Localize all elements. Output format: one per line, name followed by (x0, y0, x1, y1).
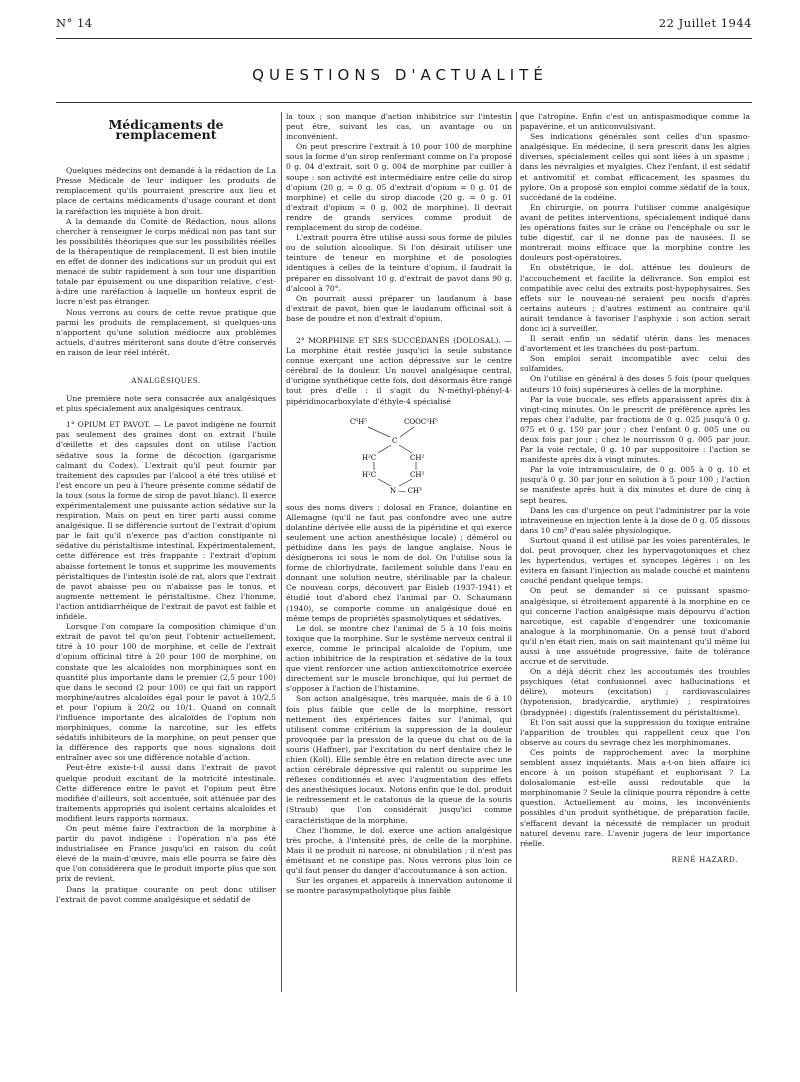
paragraph: Son action analgésique, très marquée, mais de 6 à 10 fois plus faible que celle de la morphine, ressort nettement des expériences faites sur l'animal, qui utilisent comme critérium la suppression de la douleur provoquée par la pression de la queue du chat ou de la souris (Haffner), par l'excitation du nerf dentaire chez le chien (Koll). Elle semble être en relation directe avec une action cérébrale dépressive qui ralentit ou supprime les réflexes conditionnés et avec l'augmentation des effets des anesthésiques locaux. Notons enfin que le dol. produit le redressement et le catatonus de la queue de la souris (Straub) que l'on considérait jusqu'ici comme caractéristique de la morphine. (286, 694, 512, 825)
paragraph: Par la voie intramusculaire, de 0 g. 005 à 0 g. 10 et jusqu'à 0 g. 30 par jour en solution à 5 pour 100 ; l'action se manifeste après huit à dix minutes et dure de cinq à sept heures. (520, 465, 750, 505)
column-1 (56, 112, 276, 974)
column-divider-1 (281, 112, 282, 992)
paragraph: On pourrait aussi préparer un laudanum à base d'extrait de pavot, bien que le laudanum officinal soit à base de poudre et non d'extrait d'opium. (286, 293, 512, 323)
paragraph: Lorsque l'on compare la composition chimique d'un extrait de pavot tel qu'on peut l'obtenir actuellement, titré à 10 pour 100 de morphine, et celle de l'extrait d'opium officinal titré à 20 pour 100 de morphine, on constate que les alcaloïdes non morphiniques sont en quantité plus importante dans le premier (2,5 pour 100) que dans le second (2 pour 100) ce qui fait un rapport morphine/autres alcaloïdes égal pour le pavot à 10/2,5 et pour l'opium à 20/2 ou 10/1. Quand on connaît l'influence importante des alcaloïdes de l'opium non morphiniques, comme la narcotine, sur les effets sédatifs inhibiteurs de la morphine, on peut penser que la différence des rapports que nous signalons doit entraîner avec soi une différence notable d'action. (56, 622, 276, 763)
formula-bottom: N — CH³ (390, 486, 422, 495)
formula-top-right: COOC²H⁵ (404, 417, 438, 426)
paragraph: Surtout quand il est utilisé par les voies parentérales, le dol. peut provoquer, chez les hypervagotoniques et chez les hypertendus, vertiges et syncopes légères : on les évitera en faisant l'injection au malade couché et maintenu couché pendant quelque temps. (520, 535, 750, 586)
paragraph: Sur les organes et appareils à innervation autonome il se montre parasympatholytique plus faible (286, 876, 512, 896)
article-title: Médicaments de remplacement (108, 117, 224, 143)
chemical-formula (344, 415, 454, 495)
title-rule (56, 102, 752, 103)
paragraph: Chez l'homme, le dol. exerce une action analgésique très proche, à l'intensité près, de celle de la morphine. Mais il ne produit ni narcose, ni obnubilation ; il n'est pas émétisant et ne constipe pas. Nous verrons plus loin ce qu'il faut penser du danger d'accoutumance à son action. (286, 825, 512, 875)
paragraph: Ses indications générales sont celles d'un spasmo-analgésique. En médecine, il sera prescrit dans les algies diverses, spécialement celles qui sont liées à un spasme ; dans les névralgies et myalgies. Chez l'enfant, il est sédatif et antivomitif et combat efficacement les spasmes du pylore. On a proposé son emploi comme sédatif de la toux, succédané de la codéine. (520, 132, 750, 202)
paragraph: Son emploi serait incompatible avec celui des sulfamides. (520, 354, 750, 374)
paragraph: Une première note sera consacrée aux analgésiques et plus spécialement aux analgésiques centraux. (56, 394, 276, 414)
author-signature: RENÉ HAZARD. (671, 854, 738, 864)
column-2 (286, 112, 512, 992)
paragraph: En obstétrique, le dol. atténue les douleurs de l'accouchement et facilite la délivrance. Son emploi est compatible avec celui des extraits post-hypophysaires. Ses effets sur le nouveau-né seraient peu nocifs d'après certains auteurs ; d'autres estiment au contraire qu'il aurait tendance à favoriser l'asphyxie : son action serait donc ici à surveiller. (520, 263, 750, 333)
header-rule (56, 38, 752, 39)
paragraph: Nous verrons au cours de cette revue pratique que parmi les produits de remplacement, si quelques-uns n'apportent qu'une solution médiocre aux problèmes actuels, d'autres mériteront sans doute d'être conservés en raison de leur réel intérêt. (56, 307, 276, 357)
paragraph: Quelques médecins ont demandé à la rédaction de La Presse Médicale de leur indiquer les produits de remplacement qu'ils pourraient prescrire aux lieu et place de certains médicaments d'usage courant et dont la raréfaction les inquiète à bon droit. (56, 166, 276, 216)
paragraph: L'extrait pourra être utilisé aussi sous forme de pilules ou de solution alcoolique. Si l'on désirait utiliser une teinture de teneur en morphine et de posologies identiques à celles de la teinture d'opium, il faudrait la préparer en dissolvant 10 g. d'extrait de pavot dans 90 g. d'alcool à 70°. (286, 233, 512, 293)
formula-right-upper: CH² (410, 453, 425, 462)
paragraph: On a déjà décrit chez les accoutumés des troubles psychiques (état confusionnel avec hallucinations et délire), moteurs (excitation) ; cardiovasculaires (hypotension, bradycardie, arythmie) ; respiratoires (bradypnée) ; digestifs (ralentissement du péristaltisme). (520, 667, 750, 717)
paragraph: Ces points de rapprochement avec la morphine semblent assez inquiétants. Mais a-t-on bien affaire ici encore à un poison stupéfiant et euphorisant ? La dolosalomanie est-elle aussi redoutable que la morphinomanie ? Seule la clinique pourra répondre à cette question. Actuellement au moins, les inconvénients possibles d'un produit synthétique, de préparation facile, s'effacent devant la nécessité de remplacer un produit naturel devenu rare. L'avenir jugera de leur importance réelle. (520, 747, 750, 848)
column-3 (520, 112, 750, 1012)
paragraph: On peut même faire l'extraction de la morphine à partir du pavot indigène : l'opération n'a pas été industrialisée en France jusqu'ici en raison du coût élevé de la main-d'œuvre, mais elle pourra se faire dès que l'on considérera que le produit importe plus que son prix de revient. (56, 824, 276, 884)
paragraph: On peut se demander si ce puissant spasmo-analgésique, si étroitement apparenté à la morphine en ce qui concerne l'action analgésique mais dépourvu d'action narcotique, est capable d'engendrer une toxicomanie analogue à la morphinomanie. On a pensé tout d'abord qu'il n'en était rien, mais on sait maintenant qu'il même lui aussi à une assuétude progressive, faite de tolérance accrue et de servitude. (520, 586, 750, 667)
paragraph: En chirurgie, on pourra l'utiliser comme analgésique avant de petites interventions, spécialement indiqué dans les opérations faites sur le crâne ou l'encéphale ou sur le tube digestif, car il ne donne pas de nausées. Il se montrerait moins efficace que la morphine contre les douleurs post-opératoires. (520, 202, 750, 263)
formula-right-lower: CH² (410, 470, 425, 479)
issue-number: N° 14 (56, 16, 93, 30)
paragraph: 1° OPIUM ET PAVOT. — Le pavot indigène ne fournit pas seulement des graines dont on extrait l'huile d'œillette et des capsules dont on utilise l'action sédative sous la forme de décoction (gargarisme calmant du Codex). L'extrait qu'il peut fournir par traitement des capsules par l'alcool a été très utilisé et l'est encore un peu à l'heure présente comme sédatif de la toux (sous la forme de sirop de pavot blanc). Il exerce expérimentalement une puissante action sédative sur la respiration. Mais on peut en tirer parti aussi comme analgésique. Il se différencie surtout de l'extrait d'opium par le fait qu'il n'exerce pas d'action constipante ni sédative du péristaltisme intestinal. Expérimentalement, cette différence est très frappante : l'extrait d'opium abaisse fortement le tonus et supprime les mouvements péristaltiques de l'intestin isolé de rat, alors que l'extrait de pavot abaisse peu ou n'abaisse pas le tonus, et augmente nettement le péristaltisme. Chez l'homme, l'action antidiarrhéique de l'extrait de pavot est faible et infidèle. (56, 420, 276, 622)
paragraph: On l'utilise en général à des doses 5 fois (pour quelques auteurs 10 fois) supérieures à celles de la morphine. (520, 374, 750, 394)
paragraph: sous des noms divers : dolosal en France, dolantine en Allemagne (qu'il ne faut pas confondre avec une autre dolantine dérivée elle aussi de la pipéridine et qui exerce seulement une action anesthésique locale) ; démérol ou péthidine dans les pays de langue anglaise. Nous le désignerons ici sous le nom de dol. On l'utilise sous la forme de chlorhydrate, facilement soluble dans l'eau en donnant une solution neutre, stérilisable par la chaleur. Ce nouveau corps, découvert par Eisleb (1937-1941) et étudié tout d'abord chez l'animal par O. Schaumann (1940), se comporte comme un analgésique doué en même temps de propriétés spasmolytiques et sédatives. (286, 502, 512, 623)
formula-left-lower: H²C (362, 470, 377, 479)
paragraph: A la demande du Comité de Rédaction, nous allons chercher à renseigner le corps médical non pas tant sur les possibilités théoriques que sur les possibilités réelles de la thérapeutique de remplacement. Il est bien inutile en effet de donner des indications sur un produit qui est menacé de subir rapidement à son tour une disparition totale par épuisement ou une disparition relative, c'est-à-dire une raréfaction à laquelle un honteux esprit de lucre n'est pas étranger. (56, 216, 276, 307)
paragraph: Par la voie buccale, ses effets apparaissent après dix à vingt-cinq minutes. On le prescrit de préférence après les repas chez l'adulte, par fractions de 0 g. 025 jusqu'à 0 g. 075 et 0 g. 150 par jour ; chez l'enfant 0 g. 005 une ou deux fois par jour ; chez le nourrisson 0 g. 005 par jour. Par la voie rectale, 0 g. 10 par suppositoire : l'action se manifeste après dix à vingt minutes. (520, 394, 750, 465)
formula-top-left: C⁶H⁵ (350, 417, 368, 426)
paragraph: Dans les cas d'urgence on peut l'administrer par la voie intraveineuse en injection lente à la dose de 0 g. 05 dissous dans 10 cm³ d'eau salée physiologique. (520, 505, 750, 535)
issue-date: 22 Juillet 1944 (658, 16, 752, 30)
formula-left-upper: H²C (362, 453, 377, 462)
paragraph: Le dol. se montre chez l'animal de 5 à 10 fois moins toxique que la morphine. Sur le système nerveux central il exerce, comme le principal alcaloïde de l'opium, une action inhibitrice de la respiration et sédative de la toux que vient renforcer une action antiexcitomotrice exercée directement sur le muscle bronchique, qui lui permet de s'opposer à l'action de l'histamine. (286, 623, 512, 694)
column-divider-2 (516, 112, 517, 992)
subheading-analgesiques: ANALGÉSIQUES. (131, 376, 201, 385)
paragraph: la toux ; son manque d'action inhibitrice sur l'intestin peut être, suivant les cas, un avantage ou un inconvénient. (286, 112, 512, 142)
page-header (56, 16, 752, 32)
paragraph: que l'atropine. Enfin c'est un antispasmodique comme la papavérine, et un anticonvulsivant. (520, 112, 750, 132)
paragraph: On peut prescrire l'extrait à 10 pour 100 de morphine sous la forme d'un sirop renfermant comme on l'a proposé 0 g. 04 d'extrait, soit 0 g. 004 de morphine par cuiller à soupe : son activité est intermédiaire entre celle du sirop d'opium (20 g. = 0 g. 05 d'extrait d'opium = 0 g. 01 de morphine) et celle du sirop diacode (20 g. = 0 g. 01 d'extrait d'opium = 0 g. 002 de morphine). Il devrait rendre de grands services comme produit de remplacement du sirop de codéine. (286, 142, 512, 233)
formula-center: C (392, 436, 398, 445)
paragraph: Et l'on sait aussi que la suppression du toxique entraîne l'apparition de troubles qui rappellent ceux que l'on observe au cours du sevrage chez les morphinomanes. (520, 717, 750, 747)
paragraph: Dans la pratique courante on peut donc utiliser l'extrait de pavot comme analgésique et sédatif de (56, 884, 276, 904)
paragraph: Peut-être existe-t-il aussi dans l'extrait de pavot quelque produit excitant de la motricité intestinale. Cette différence entre le pavot et l'opium peut être modifiée d'ailleurs, soit accentuée, soit atténuée par des traitements appropriés qui isolent certains alcaloïdes et modifient leurs rapports normaux. (56, 763, 276, 823)
section-title: QUESTIONS D'ACTUALITÉ (252, 66, 548, 84)
paragraph: Il serait enfin un sédatif utérin dans les menaces d'avortement et les tranchées du post-partum. (520, 334, 750, 354)
paragraph: 2° MORPHINE ET SES SUCCÉDANÉS (DOLOSAL). — La morphine était restée jusqu'ici la seule substance connue exerçant une action dépressive sur le centre cérébral de la douleur. Un nouvel analgésique central, d'origine synthétique cette fois, doit désormais être rangé tout près d'elle : il s'agit du N-méthyl-phényl-4-pipéridinocarboxylate d'éthyle-4 spécialisé (286, 335, 512, 406)
